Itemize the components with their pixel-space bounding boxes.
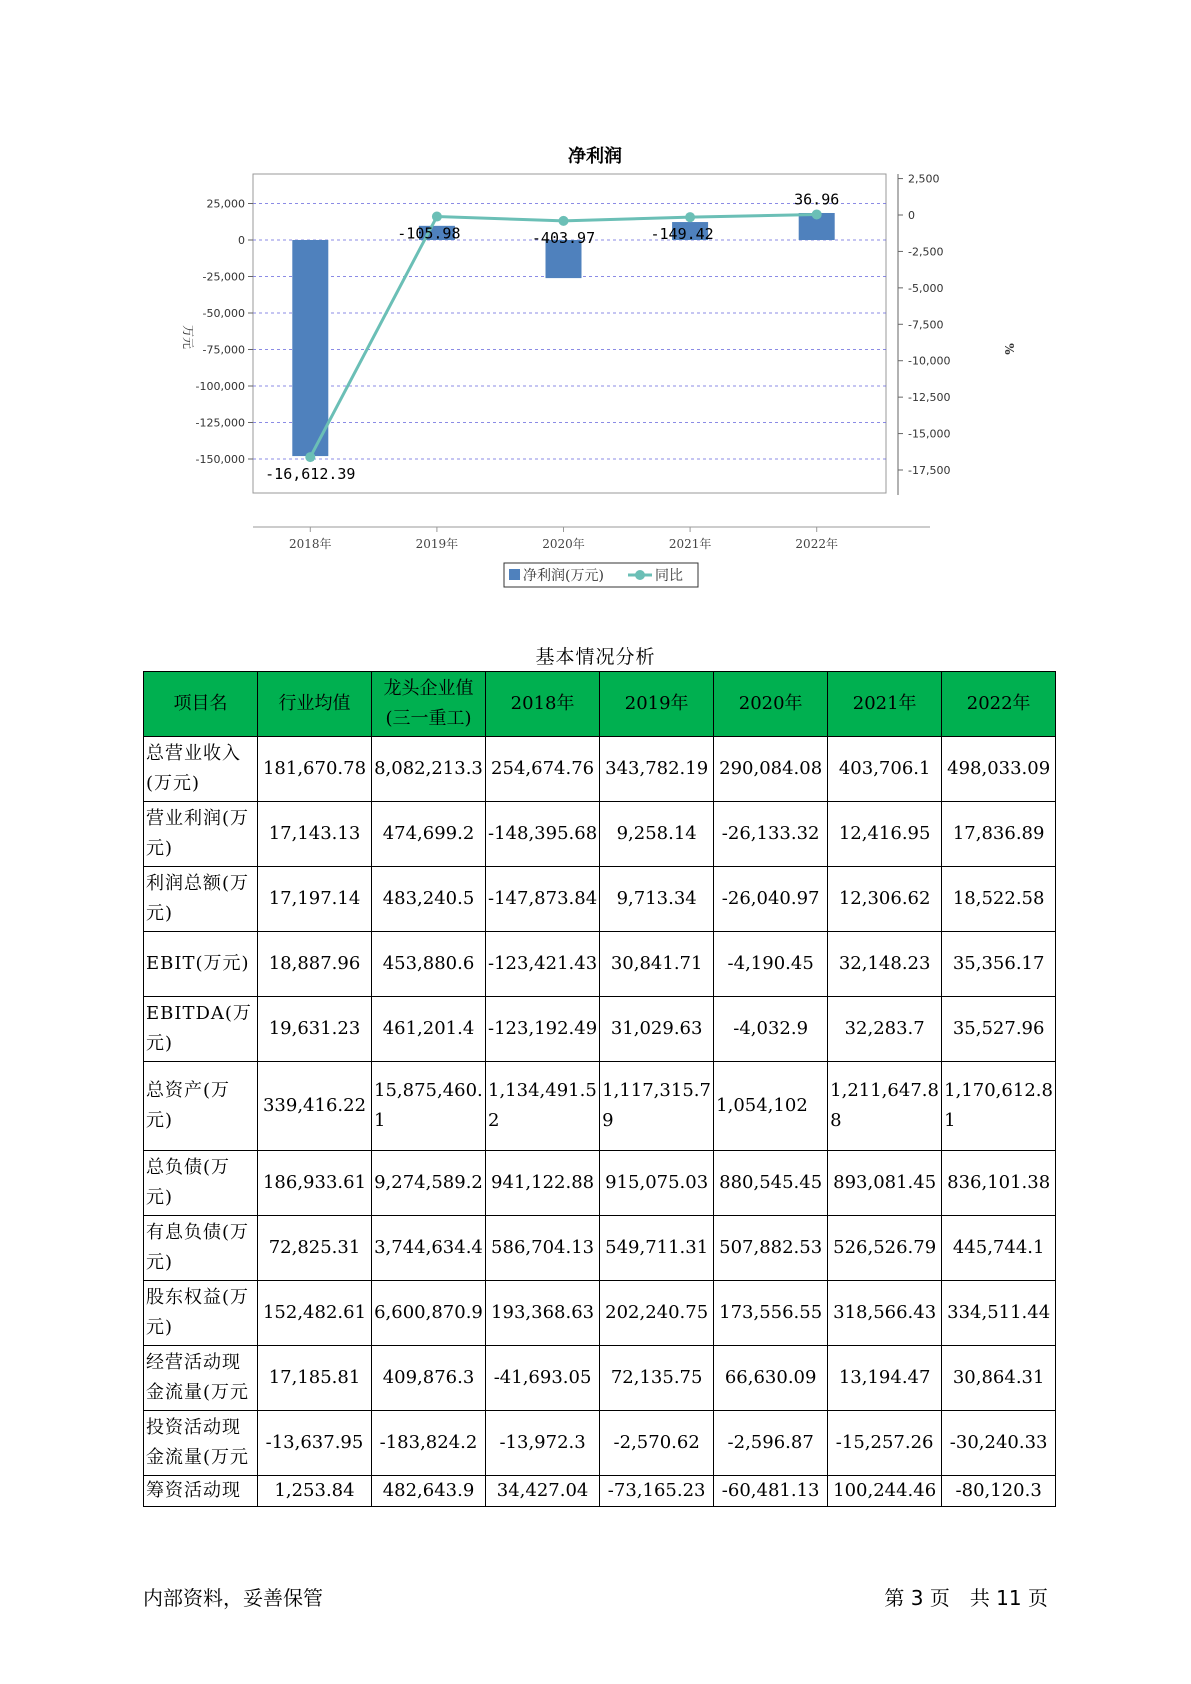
table-cell: 17,836.89 (942, 802, 1056, 867)
table-cell: 17,185.81 (258, 1346, 372, 1411)
table-cell: 3,744,634.4 (372, 1216, 486, 1281)
table-cell: -15,257.26 (828, 1411, 942, 1476)
table-cell: 72,825.31 (258, 1216, 372, 1281)
table-cell: 409,876.3 (372, 1346, 486, 1411)
table-cell: 461,201.4 (372, 997, 486, 1062)
table-cell: 35,527.96 (942, 997, 1056, 1062)
table-cell: 403,706.1 (828, 737, 942, 802)
right-tick-label: -5,000 (908, 281, 944, 295)
right-tick-label: 0 (908, 209, 915, 222)
x-tick-label: 2021年 (668, 537, 712, 551)
table-cell: 12,416.95 (828, 802, 942, 867)
table-cell: -13,637.95 (258, 1411, 372, 1476)
table-cell: 836,101.38 (942, 1151, 1056, 1216)
column-header: 行业均值 (258, 672, 372, 737)
table-cell: 526,526.79 (828, 1216, 942, 1281)
left-axis-label: 万元 (181, 324, 195, 350)
table-cell: 498,033.09 (942, 737, 1056, 802)
table-cell: -4,190.45 (714, 932, 828, 997)
table-cell: -26,040.97 (714, 867, 828, 932)
table-cell: 1,170,612.81 (942, 1062, 1056, 1151)
left-tick-label: -150,000 (195, 453, 245, 466)
table-cell: -2,596.87 (714, 1411, 828, 1476)
table-cell: 18,522.58 (942, 867, 1056, 932)
table-cell: 482,643.9 (372, 1476, 486, 1507)
column-header: 2020年 (714, 672, 828, 737)
table-cell: 152,482.61 (258, 1281, 372, 1346)
table-cell: 6,600,870.9 (372, 1281, 486, 1346)
row-label: 股东权益(万元) (144, 1281, 258, 1346)
left-tick-label: -100,000 (195, 380, 245, 393)
table-cell: -80,120.3 (942, 1476, 1056, 1507)
left-tick-label: -125,000 (195, 416, 245, 430)
left-tick-label: -25,000 (202, 270, 245, 284)
table-cell: 32,283.7 (828, 997, 942, 1062)
table-cell: -147,873.84 (486, 867, 600, 932)
table-cell: 12,306.62 (828, 867, 942, 932)
basic-analysis-table (143, 671, 1056, 1507)
table-cell: 100,244.46 (828, 1476, 942, 1507)
column-header: 2018年 (486, 672, 600, 737)
table-cell: 66,630.09 (714, 1346, 828, 1411)
table-header-row (144, 672, 1056, 737)
table-cell: 1,253.84 (258, 1476, 372, 1507)
x-tick-label: 2022年 (795, 537, 838, 551)
table-row (144, 1062, 1056, 1151)
table-cell: -41,693.05 (486, 1346, 600, 1411)
table-cell: 483,240.5 (372, 867, 486, 932)
table-cell: 202,240.75 (600, 1281, 714, 1346)
table-cell: 30,841.71 (600, 932, 714, 997)
table-cell: -183,824.2 (372, 1411, 486, 1476)
table-row (144, 932, 1056, 997)
table-cell: 334,511.44 (942, 1281, 1056, 1346)
table-cell: 35,356.17 (942, 932, 1056, 997)
legend-line-marker (635, 570, 645, 580)
footer-confidential: 内部资料，妥善保管 (143, 1586, 323, 1610)
table-cell: 30,864.31 (942, 1346, 1056, 1411)
x-tick-label: 2018年 (289, 537, 332, 551)
table-cell: 193,368.63 (486, 1281, 600, 1346)
left-tick-label: -50,000 (202, 307, 245, 320)
table-cell: -148,395.68 (486, 802, 600, 867)
table-cell: -4,032.9 (714, 997, 828, 1062)
table-cell: 915,075.03 (600, 1151, 714, 1216)
table-cell: 474,699.2 (372, 802, 486, 867)
row-label: 有息负债(万元) (144, 1216, 258, 1281)
table-cell: 31,029.63 (600, 997, 714, 1062)
chart-title: 净利润 (568, 146, 622, 167)
row-label: EBITDA(万元) (144, 997, 258, 1062)
table-row (144, 737, 1056, 802)
row-label: 利润总额(万元) (144, 867, 258, 932)
right-tick-label: -17,500 (908, 464, 951, 477)
table-row (144, 1216, 1056, 1281)
column-header: 龙头企业值(三一重工) (372, 672, 486, 737)
x-tick-label: 2019年 (415, 537, 459, 551)
table-cell: -60,481.13 (714, 1476, 828, 1507)
table-cell: -2,570.62 (600, 1411, 714, 1476)
right-axis-label: % (1002, 343, 1016, 355)
footer-page-number: 第 3 页 共 11 页 (884, 1586, 1048, 1610)
left-tick-label: 0 (238, 234, 245, 247)
column-header: 项目名 (144, 672, 258, 737)
table-cell: 34,427.04 (486, 1476, 600, 1507)
table-cell: 453,880.6 (372, 932, 486, 997)
column-header: 2019年 (600, 672, 714, 737)
table-cell: 1,134,491.52 (486, 1062, 600, 1151)
yoy-point (685, 212, 695, 222)
yoy-data-label: 36.96 (794, 190, 840, 209)
table-cell: 893,081.45 (828, 1151, 942, 1216)
right-tick-label: -10,000 (908, 354, 951, 368)
table-row (144, 997, 1056, 1062)
table-row (144, 1411, 1056, 1476)
table-cell: 72,135.75 (600, 1346, 714, 1411)
row-label: 总资产(万元) (144, 1062, 258, 1151)
yoy-data-label: -105.98 (397, 224, 461, 243)
table-cell: 9,713.34 (600, 867, 714, 932)
table-cell: 17,143.13 (258, 802, 372, 867)
legend-line-label: 同比 (655, 568, 683, 584)
yoy-data-label: -149.42 (650, 225, 714, 244)
table-cell: 1,117,315.79 (600, 1062, 714, 1151)
table-cell: 8,082,213.3 (372, 737, 486, 802)
table-row (144, 1476, 1056, 1507)
table-cell: 19,631.23 (258, 997, 372, 1062)
column-header: 2022年 (942, 672, 1056, 737)
left-tick-label: -75,000 (202, 343, 245, 357)
net-profit-chart (0, 0, 1191, 640)
row-label: 总负债(万元) (144, 1151, 258, 1216)
row-label: 经营活动现金流量(万元 (144, 1346, 258, 1411)
table-cell: 17,197.14 (258, 867, 372, 932)
table-cell: 9,258.14 (600, 802, 714, 867)
table-cell: 507,882.53 (714, 1216, 828, 1281)
table-cell: 1,211,647.88 (828, 1062, 942, 1151)
table-cell: 181,670.78 (258, 737, 372, 802)
table-row (144, 867, 1056, 932)
right-tick-label: -2,500 (908, 245, 944, 259)
table-row (144, 1151, 1056, 1216)
legend-bar-swatch (509, 569, 520, 580)
legend-bar-label: 净利润(万元) (523, 568, 604, 584)
table-cell: 586,704.13 (486, 1216, 600, 1281)
table-cell: -30,240.33 (942, 1411, 1056, 1476)
row-label: 筹资活动现 (144, 1476, 258, 1507)
table-row (144, 1346, 1056, 1411)
table-cell: -13,972.3 (486, 1411, 600, 1476)
table-cell: 9,274,589.2 (372, 1151, 486, 1216)
table-cell: 549,711.31 (600, 1216, 714, 1281)
yoy-data-label: -403.97 (531, 228, 596, 247)
row-label: EBIT(万元) (144, 932, 258, 997)
yoy-point (432, 212, 442, 222)
yoy-data-label: -16,612.39 (265, 465, 356, 484)
table-cell: 18,887.96 (258, 932, 372, 997)
row-label: 营业利润(万元) (144, 802, 258, 867)
table-cell: 1,054,102 (714, 1062, 828, 1151)
table-cell: 941,122.88 (486, 1151, 600, 1216)
left-tick-label: 25,000 (206, 197, 245, 211)
table-cell: 290,084.08 (714, 737, 828, 802)
table-cell: 173,556.55 (714, 1281, 828, 1346)
table-cell: 186,933.61 (258, 1151, 372, 1216)
column-header: 2021年 (828, 672, 942, 737)
table-cell: 343,782.19 (600, 737, 714, 802)
table-cell: 318,566.43 (828, 1281, 942, 1346)
table-cell: -26,133.32 (714, 802, 828, 867)
right-tick-label: -12,500 (908, 391, 951, 405)
yoy-point (305, 452, 315, 462)
table-cell: 880,545.45 (714, 1151, 828, 1216)
table-cell: 339,416.22 (258, 1062, 372, 1151)
yoy-point (812, 209, 822, 219)
right-tick-label: -15,000 (908, 427, 951, 441)
right-tick-label: -7,500 (908, 318, 944, 332)
table-cell: 32,148.23 (828, 932, 942, 997)
bar-net-profit (292, 240, 328, 456)
table-row (144, 1281, 1056, 1346)
table-cell: 445,744.1 (942, 1216, 1056, 1281)
x-tick-label: 2020年 (542, 537, 585, 551)
table-cell: 254,674.76 (486, 737, 600, 802)
row-label: 投资活动现金流量(万元 (144, 1411, 258, 1476)
table-cell: 13,194.47 (828, 1346, 942, 1411)
right-tick-label: 2,500 (908, 172, 940, 186)
table-cell: 15,875,460.1 (372, 1062, 486, 1151)
row-label: 总营业收入(万元) (144, 737, 258, 802)
table-cell: -73,165.23 (600, 1476, 714, 1507)
table-row (144, 802, 1056, 867)
yoy-point (559, 216, 569, 226)
table-cell: -123,192.49 (486, 997, 600, 1062)
table-caption: 基本情况分析 (535, 646, 656, 668)
table-cell: -123,421.43 (486, 932, 600, 997)
